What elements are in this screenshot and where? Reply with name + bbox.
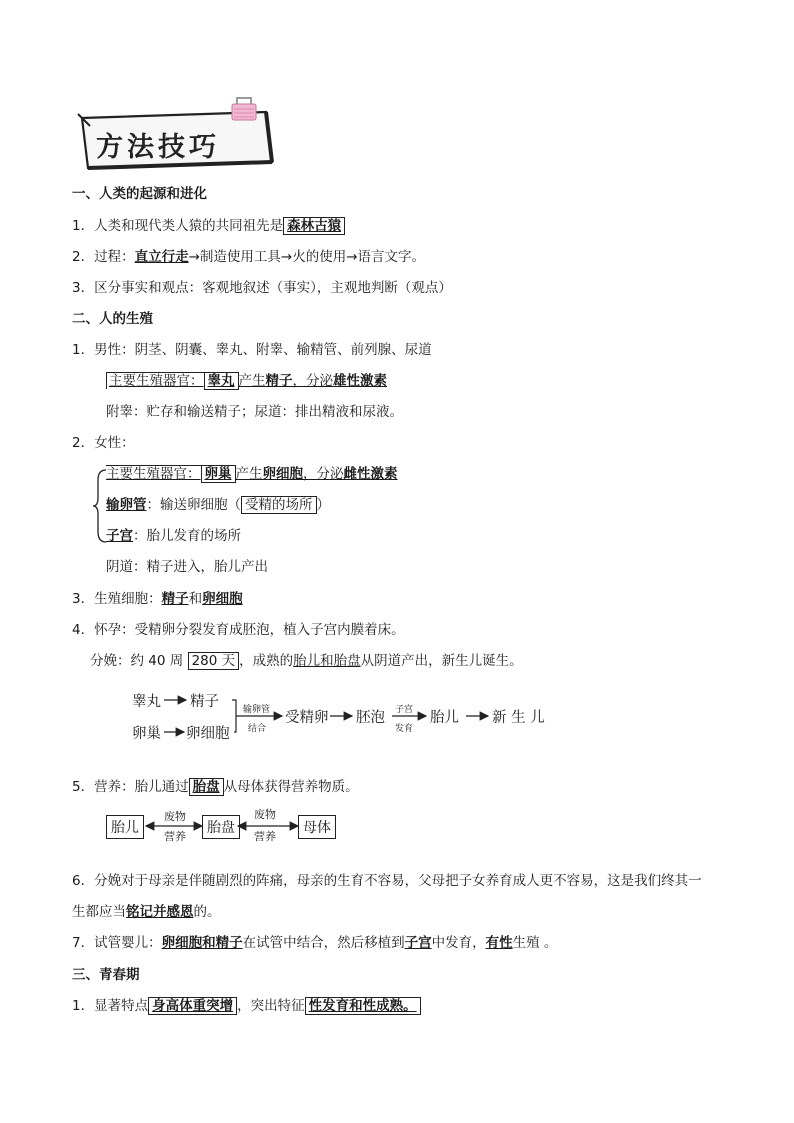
g4b-pre: 分娩：约 40 周 — [90, 653, 188, 669]
female-line: 2．女性： — [72, 435, 135, 451]
flow-zygote: 受精卵 — [285, 710, 329, 726]
s3-pre: 1．显著特点 — [72, 998, 149, 1014]
s1-l2-prefix: 2．过程： — [72, 249, 135, 265]
s1-line-3: 3．区分事实和观点：客观地叙述（事实），主观地判断（观点） — [72, 280, 452, 296]
g6b-rest: 的。 — [193, 904, 221, 920]
section-3-heading: 三、青春期 — [72, 967, 140, 983]
m2-f: 雄性激素 — [333, 373, 387, 389]
section-1-heading: 一、人类的起源和进化 — [72, 186, 207, 202]
s3-b: ，突出特征 — [237, 998, 305, 1014]
nut-nutrient-1: 营养 — [164, 830, 186, 843]
f4-b: ：胎儿发育的场所 — [133, 528, 241, 544]
g4b-box: 280 天 — [188, 652, 240, 670]
flow-sperm: 精子 — [190, 694, 219, 710]
g4b-rest: 从阴道产出，新生儿诞生。 — [360, 653, 523, 669]
f3-b: ：输送卵细胞（ — [146, 497, 241, 513]
section-2-heading: 二、人的生殖 — [72, 311, 153, 327]
banner-title: 方法技巧 — [96, 132, 220, 163]
g6b-pre: 生都应当 — [72, 904, 126, 920]
f3-d: ） — [316, 497, 330, 513]
g7-a: 卵细胞和精子 — [161, 935, 243, 951]
nut-mother: 母体 — [298, 815, 336, 839]
f3-c: 受精的场所 — [241, 496, 317, 514]
flow-testis: 睾丸 — [132, 694, 161, 710]
s1-l2-answer: 直立行走 — [134, 249, 189, 265]
m2-a: 主要生殖器官： — [106, 372, 204, 389]
gratitude-line-2 — [72, 903, 221, 921]
binder-clip-icon — [228, 96, 260, 122]
g7-c: 子宫 — [404, 935, 432, 951]
flow-blastocyst: 胚泡 — [356, 710, 385, 726]
birth-line — [90, 652, 523, 670]
m2-b: 睾丸 — [204, 372, 239, 390]
male-acc-line: 附睾：贮存和输送精子；尿道：排出精液和尿液。 — [106, 404, 403, 420]
pregnancy-line: 4．怀孕：受精卵分裂发育成胚泡，植入子宫内膜着床。 — [72, 622, 405, 638]
g5-rest: 从母体获得营养物质。 — [223, 779, 359, 795]
s3-a: 身高体重突增 — [148, 997, 237, 1015]
s1-l2-rest: →制造使用工具→火的使用→语言文字。 — [188, 249, 426, 265]
male-line: 1．男性：阴茎、阴囊、睾丸、附睾、输精管、前列腺、尿道 — [72, 342, 432, 358]
s1-line-1 — [72, 217, 345, 235]
g4b-mid: ，成熟的 — [239, 653, 294, 669]
answer-box: 森林古猿 — [283, 217, 345, 235]
oviduct-line — [106, 496, 330, 514]
m2-d: 精子 — [265, 373, 293, 389]
uterus-line — [106, 527, 241, 545]
m2-c: 产生 — [238, 373, 266, 389]
flow-combine-label: 结合 — [248, 724, 267, 734]
g4b-a: 胎儿和胎盘 — [293, 653, 361, 669]
g3-pre: 3．生殖细胞： — [72, 591, 162, 607]
flow-fetus: 胎儿 — [430, 710, 459, 726]
m2-e: ，分泌 — [292, 373, 333, 389]
flow-newborn: 新 生 儿 — [492, 710, 545, 726]
s1-l1-text: 1．人类和现代类人猿的共同祖先是 — [72, 218, 284, 234]
flow-tube-label: 输卵管 — [243, 705, 271, 715]
female-organ-line — [106, 465, 398, 483]
g6b-a: 铭记并感恩 — [126, 904, 194, 920]
nut-fetus: 胎儿 — [106, 815, 144, 839]
g7-e: 有性 — [485, 935, 513, 951]
f2-e: ，分泌 — [303, 466, 344, 482]
g7-d: 中发育， — [431, 935, 486, 951]
g5-box: 胎盘 — [189, 778, 224, 796]
nut-waste-1: 废物 — [164, 810, 186, 823]
f2-b: 卵巢 — [201, 465, 236, 483]
f2-c: 产生 — [235, 466, 263, 482]
nut-placenta: 胎盘 — [202, 815, 240, 839]
g7-f: 生殖 。 — [512, 935, 558, 951]
gratitude-line-1: 6．分娩对于母亲是伴随剧烈的阵痛，母亲的生育不容易，父母把子女养育成人更不容易，这是我们终其一 — [72, 873, 702, 889]
f2-a: 主要生殖器官： — [106, 466, 201, 482]
g7-pre: 7．试管婴儿： — [72, 935, 162, 951]
gamete-line — [72, 590, 243, 608]
flow-develop-label: 发育 — [395, 724, 414, 734]
g7-b: 在试管中结合，然后移植到 — [242, 935, 405, 951]
g3-mid: 和 — [188, 591, 203, 607]
nut-waste-2: 废物 — [254, 808, 276, 821]
f4-a: 子宫 — [106, 528, 133, 544]
s1-line-2 — [72, 248, 425, 266]
nut-nutrient-2: 营养 — [254, 830, 276, 843]
g3-a: 精子 — [161, 591, 189, 607]
puberty-line — [72, 997, 421, 1015]
s3-c: 性发育和性成熟。 — [305, 997, 421, 1015]
g5-pre: 5．营养：胎儿通过 — [72, 779, 189, 795]
f2-d: 卵细胞 — [262, 466, 303, 482]
nutrition-line — [72, 778, 359, 796]
flow-ovary: 卵巢 — [132, 726, 161, 742]
f2-f: 雌性激素 — [343, 466, 398, 482]
g3-b: 卵细胞 — [202, 591, 243, 607]
f3-a: 输卵管 — [106, 497, 147, 513]
male-organ-line — [106, 372, 387, 390]
flow-egg: 卵细胞 — [186, 726, 230, 742]
flow-uterus-label: 子宫 — [395, 705, 414, 715]
ivf-line — [72, 934, 557, 952]
vagina-line: 阴道：精子进入，胎儿产出 — [106, 559, 268, 575]
